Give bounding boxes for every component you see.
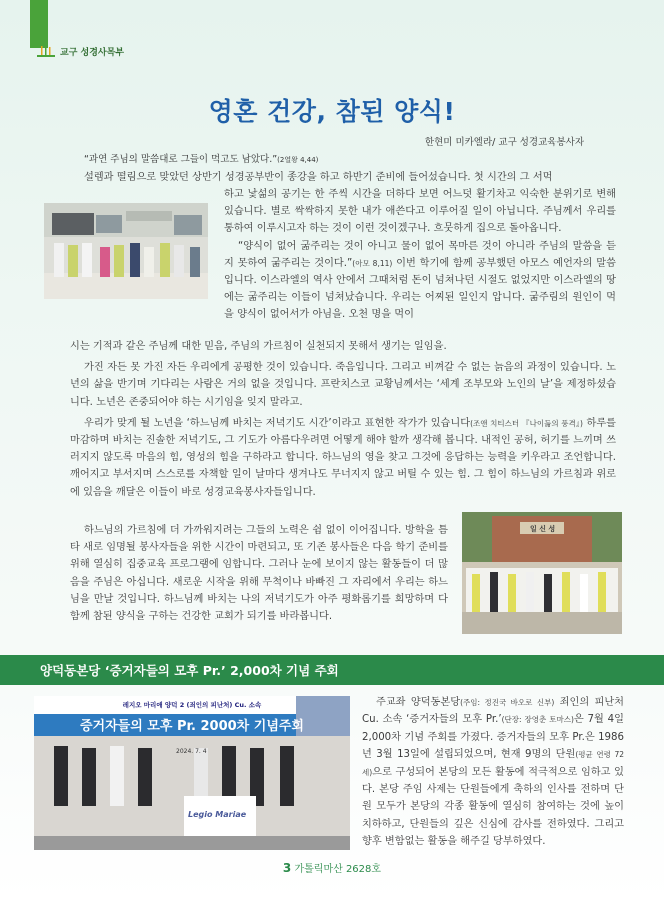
publication-name: 가톨릭마산 2628호	[294, 864, 382, 875]
paragraph-5: 하느님의 가르침에 더 가까워지려는 그들의 노력은 쉼 없이 이어집니다. 방학을 틈타 새로 임명될 봉사자들을 위한 시간이 마련되고, 또 기존 봉사들은 다음 학기 준비를 위해 열심히 집중교육 프로그램에 임합니다. 그러나 눈에 보이지 않는 활동들이 더 많음을 주님은 아십니다. 새로운 시작을 위해 무척이나 바빠진 그 자리에서 우리는 하느님을 만날 것입니다. 하느님께 바치는 나의 저녁기도가 아주 평화롭기를 희망하며 다 함께 참된 양식을 구하는 건강한 교회가 되기를 바라봅니다.	[70, 525, 448, 623]
paragraph-1-rest	[224, 186, 616, 324]
page-number: 3	[282, 861, 292, 875]
news-body-a-ref: (주임: 정진국 바오로 신부)	[460, 698, 555, 707]
news-body-c-ref: (평균 연령 72세)	[362, 750, 624, 777]
news-paragraph	[362, 694, 624, 851]
building-sign: 일 신 성	[530, 525, 556, 533]
paragraph-4-reference: (조앤 치티스터 『나이듦의 풍격』)	[470, 418, 583, 428]
section-header	[36, 44, 124, 58]
full-width-block	[70, 338, 616, 501]
section-title: 교구 성경사목부	[60, 47, 124, 58]
classroom-photo	[44, 203, 208, 299]
paragraph-1-first-line	[70, 169, 616, 186]
quote-text: “과연 주님의 말씀대로 그들이 먹고도 남았다.”	[84, 154, 278, 165]
article-byline: 한현미 미카엘라/ 교구 성경교육봉사자	[424, 137, 584, 148]
photo-banner-line-2: 증거자들의 모후 Pr. 2000차 기념주회	[79, 719, 304, 734]
paragraph-4b: 하루를 마감하며 바치는 진솔한 저녁기도, 그 기도가 아름다우려면 어떻게 해야 할까 생각해 봅니다. 내적인 공허, 허기를 느끼며 쓰러지지 않도록 마음의 힘, 영성의 힘을 구하라고 합니다. 하느님의 영을 찾고 그것에 응답하는 능력을 키우라고 조언합니다. 깨어지고 부서지며 스스로를 자책할 일이 날마다 생겨나도 무너지지 않고 버틸 수 있는 힘. 그 힘이 하느님의 가르침과 위로에 있음을 깨달은 이들이 바로 성경교육봉사자들입니다.	[70, 417, 617, 498]
altar-text: Legio Mariae	[188, 810, 247, 819]
paragraph-1a: 설렘과 떨림으로 맞았던 상반기 성경공부반이 종강을 하고 하반기 준비에 들어섰습니다. 첫 시간의 그 서먹	[84, 172, 553, 183]
paragraph-2	[224, 238, 616, 324]
news-body	[362, 694, 624, 851]
paragraph-5-block	[70, 522, 448, 625]
quote-reference: (2열왕 4,44)	[277, 156, 319, 164]
photo-classroom	[44, 203, 208, 299]
news-body-c: 은 7월 4일 2,000차 기념 주회를 가졌다. 증거자들의 모후 Pr.은 1986년 3월 13일에 설립되었으며, 현재 9명의 단원	[362, 714, 625, 761]
photo-legio-meeting	[34, 696, 350, 850]
amos-quote: “양식이 없어 굶주리는 것이 아니고 물이 없어 목마른 것이 아니라 주님의 말씀을 듣지 못하여 굶주리는 것이다.”	[224, 240, 616, 269]
news-body-b-ref: (단장: 장영춘 토마스)	[501, 715, 574, 725]
paragraph-2b: 이번 학기에 함께 공부했던 아모스 예언자의 말씀입니다. 이스라엘의 역사 안에서 그때처럼 돈이 넘쳐나던 시절도 없었지만 이스라엘의 땅에는 굶주리는 이들이 넘쳐났습니다. 우리는 어찌된 일인지 압니다. 굶주림의 원인이 먹을 양식이 없어서가 아님을. 오천 명을 먹이	[224, 257, 616, 321]
paragraph-1b: 하고 낯섦의 공기는 한 주씩 시간을 더하다 보면 어느덧 활기차고 익숙한 분위기로 변해있습니다. 별로 싹싹하지 못한 내가 애쓴다고 이루어질 일이 아닙니다. 주님께서 우리를 통하여 이루시고자 하는 것이 이런 것이겠구나. 흐뭇하게 집으로 돌아옵니다.	[224, 189, 616, 235]
photo-banner-date: 2024. 7. 4	[176, 748, 207, 755]
photo-group-outdoor	[462, 512, 622, 634]
article-title: 영혼 건강, 참된 양식!	[208, 97, 456, 126]
news-body-a: 주교좌 양덕동본당	[376, 697, 461, 708]
page-footer	[0, 860, 664, 875]
paragraph-2c: 시는 기적과 같은 주님께 대한 믿음, 주님의 가르침이 실천되지 못해서 생기는 일임을.	[70, 341, 447, 352]
news-body-b: 죄인의 피난처 Cu. 소속 ‘증거자들의 모후 Pr.’	[362, 697, 625, 726]
paragraph-4a: 우리가 맞게 될 노년을 ‘하느님께 바치는 저녁기도 시간’이라고 표현한 작가가 있습니다	[84, 417, 471, 429]
news-title: 양덕동본당 ‘증거자들의 모후 Pr.’ 2,000차 기념 주회	[40, 663, 339, 678]
photo-banner-line-1: 레지오 마리애 양덕 2 (죄인의 피난처) Cu. 소속	[122, 701, 262, 709]
news-body-d: 으로 구성되어 본당의 모든 활동에 적극적으로 임하고 있다. 본당 주임 사제는 단원들에게 축하의 인사를 전하며 단원 모두가 본당의 각종 활동에 열심히 참여하는 것에 높이 치하하고, 단원들의 깊은 신심에 감사를 전하였다. 그리고 향후 변함없는 활동을 해주길 당부하였다.	[362, 766, 624, 848]
section-tab-stripe	[30, 0, 48, 48]
wheat-icon	[36, 44, 56, 58]
paragraph-3: 가진 자든 못 가진 자든 우리에게 공평한 것이 있습니다. 죽음입니다. 그리고 비껴갈 수 없는 늙음의 과정이 있습니다. 노년의 삶을 반기며 기다리는 사람은 거의 없을 것입니다. 프란치스코 교황님께서는 ‘세계 조부모와 노인의 날’을 제정하셨습니다. 노년은 존중되어야 하는 시기임을 잊지 말라고.	[70, 362, 616, 408]
amos-reference: (아모 8,11)	[352, 258, 393, 268]
paragraph-4	[70, 415, 616, 501]
opening-quote	[84, 151, 318, 165]
